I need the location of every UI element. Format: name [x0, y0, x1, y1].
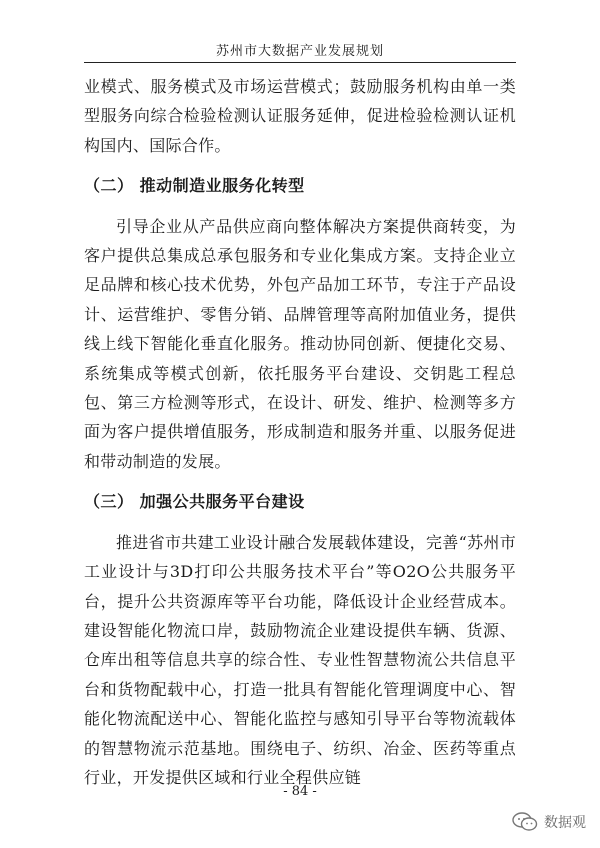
- section-heading-2: （二） 推动制造业服务化转型: [84, 176, 305, 196]
- paragraph-section-3: 推进省市共建工业设计融合发展载体建设，完善“苏州市工业设计与3D打印公共服务技术平台”等O2O公共服务平台，提升公共资源库等平台功能，降低设计企业经营成本。建设智能化物流口岸，鼓励物流企业建设提供车辆、货源、仓库出租等信息共享的综合性、专业性智慧物流公共信息平台和货物配载中心，打造一批具有智能化管理调度中心、智能化物流配送中心、智能化监控与感知引导平台等物流载体的智慧物流示范基地。围绕电子、纺织、冶金、医药等重点行业，开发提供区域和行业全程供应链: [84, 532, 516, 787]
- page-header-title: 苏州市大数据产业发展规划: [215, 44, 384, 59]
- section-heading-3: （三） 加强公共服务平台建设: [84, 492, 305, 512]
- paragraph-continued: 业模式、服务模式及市场运营模式；鼓励服务机构由单一类型服务向综合检验检测认证服务延伸，促进检验检测认证机构国内、国际合作。: [84, 77, 516, 155]
- paragraph-section-2: 引导企业从产品供应商向整体解决方案提供商转变，为客户提供总集成总承包服务和专业化集成方案。支持企业立足品牌和核心技术优势，外包产品加工环节，专注于产品设计、运营维护、零售分销、品牌管理等高附加值业务，提供线上线下智能化垂直化服务。推动协同创新、便捷化交易、系统集成等模式创新，依托服务平台建设、交钥匙工程总包、第三方检测等形式，在设计、研发、维护、检测等多方面为客户提供增值服务，形成制造和服务并重、以服务促进和带动制造的发展。: [84, 216, 516, 471]
- watermark: [512, 812, 586, 832]
- header-rule: [84, 62, 516, 63]
- page-content: [84, 72, 516, 792]
- wechat-icon: [512, 812, 538, 832]
- watermark-text: 数据观: [544, 815, 586, 831]
- page-number: - 84 -: [283, 784, 317, 799]
